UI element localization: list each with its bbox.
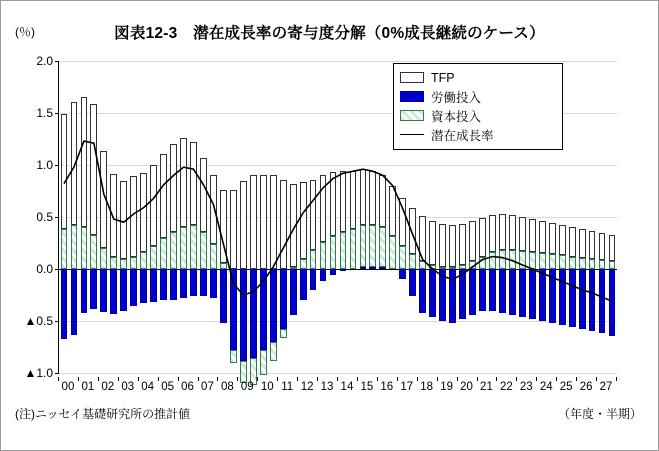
x-tick-mark	[496, 377, 497, 381]
y-tick-label: ▲1.0	[24, 366, 53, 380]
x-tick-mark	[118, 377, 119, 381]
legend-swatch-line	[400, 129, 424, 140]
x-tick-mark	[257, 377, 258, 381]
x-tick-label: 07	[201, 381, 214, 393]
x-tick-mark	[58, 377, 59, 381]
x-tick-mark	[217, 377, 218, 381]
x-tick-label: 23	[519, 381, 533, 393]
x-tick-mark	[556, 377, 557, 381]
x-tick-mark	[178, 377, 179, 381]
legend-item-labor	[400, 87, 556, 106]
x-tick-label: 05	[161, 381, 174, 393]
x-tick-label: 24	[539, 381, 553, 393]
x-tick-mark	[397, 377, 398, 381]
footnote: (注)ニッセイ基礎研究所の推計値	[15, 407, 191, 421]
x-tick-label: 10	[260, 381, 274, 393]
x-tick-mark	[78, 377, 79, 381]
x-tick-mark	[596, 377, 597, 381]
x-tick-label: 00	[61, 381, 75, 393]
y-tick-label: 0.5	[36, 210, 53, 224]
legend-swatch-tfp	[400, 72, 424, 83]
y-axis-unit-label: (％)	[15, 25, 35, 39]
legend-item-tfp	[400, 68, 556, 87]
x-tick-mark	[337, 377, 338, 381]
y-tick-label: 2.0	[36, 54, 53, 68]
x-tick-label: 15	[360, 381, 374, 393]
x-tick-mark	[576, 377, 577, 381]
x-tick-label: 25	[559, 381, 573, 393]
x-tick-label: 22	[499, 381, 513, 393]
x-tick-label: 02	[101, 381, 115, 393]
x-tick-label: 11	[281, 381, 294, 393]
x-tick-label: 21	[480, 381, 493, 393]
x-tick-label: 09	[240, 381, 254, 393]
x-tick-mark	[377, 377, 378, 381]
y-tick-label: 1.0	[36, 158, 53, 172]
x-tick-label: 18	[420, 381, 434, 393]
x-tick-label: 12	[300, 381, 314, 393]
x-tick-mark	[437, 377, 438, 381]
x-axis-labels	[58, 377, 617, 393]
x-tick-label: 26	[579, 381, 593, 393]
legend-label-capital: 資本投入	[431, 109, 482, 124]
x-tick-label: 06	[181, 381, 194, 393]
chart-legend	[393, 63, 563, 150]
x-axis-unit-note: （年度・半期）	[557, 407, 642, 421]
x-tick-mark	[516, 377, 517, 381]
x-tick-mark	[357, 377, 358, 381]
legend-item-line	[400, 125, 556, 144]
x-tick-mark	[237, 377, 238, 381]
x-tick-label: 20	[460, 381, 473, 393]
x-tick-label: 08	[220, 381, 234, 393]
x-tick-mark	[616, 377, 617, 381]
chart-title: 図表12-3 潜在成長率の寄与度分解（0%成長継続のケース）	[114, 25, 545, 42]
x-tick-mark	[417, 377, 418, 381]
x-tick-mark	[536, 377, 537, 381]
gridline	[59, 373, 617, 374]
x-tick-mark	[198, 377, 199, 381]
x-tick-label: 13	[320, 381, 334, 393]
legend-label-line: 潜在成長率	[431, 128, 494, 143]
x-tick-label: 27	[599, 381, 613, 393]
legend-item-capital	[400, 106, 556, 125]
x-tick-label: 17	[400, 381, 414, 393]
line-path	[64, 141, 612, 301]
x-tick-mark	[138, 377, 139, 381]
legend-swatch-labor	[400, 91, 424, 102]
x-tick-mark	[457, 377, 458, 381]
x-tick-label: 01	[81, 381, 95, 393]
x-tick-label: 16	[380, 381, 394, 393]
x-tick-label: 14	[340, 381, 354, 393]
legend-label-tfp: TFP	[431, 70, 455, 85]
x-tick-label: 03	[121, 381, 135, 393]
x-tick-label: 04	[141, 381, 155, 393]
x-tick-mark	[98, 377, 99, 381]
x-tick-mark	[277, 377, 278, 381]
y-tick-label: ▲0.5	[24, 314, 53, 328]
legend-label-labor: 労働投入	[431, 90, 482, 105]
y-tick-label: 1.5	[36, 106, 53, 120]
x-tick-mark	[297, 377, 298, 381]
y-tick-label: 0.0	[36, 262, 53, 276]
x-tick-mark	[158, 377, 159, 381]
x-tick-label: 19	[440, 381, 453, 393]
x-tick-mark	[317, 377, 318, 381]
x-tick-mark	[477, 377, 478, 381]
legend-swatch-capital	[400, 110, 424, 121]
